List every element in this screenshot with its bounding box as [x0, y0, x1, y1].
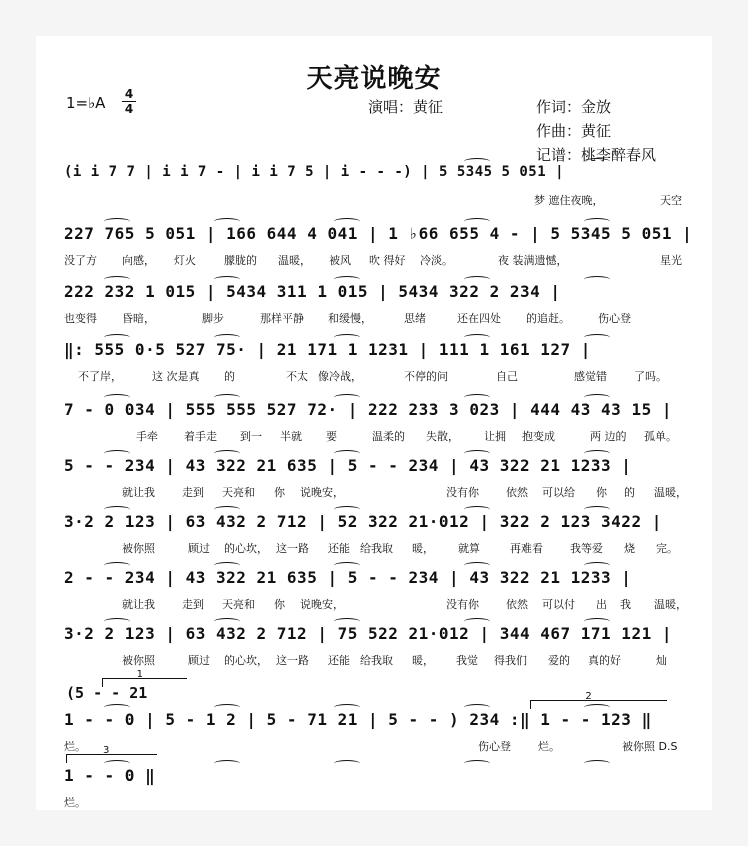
lyric-word: 灯火 — [174, 254, 196, 267]
row-lyrics — [64, 794, 704, 810]
slur-mark — [334, 760, 360, 767]
slur-mark — [584, 506, 610, 513]
slur-mark — [214, 760, 240, 767]
lyric-word: 爱的 — [548, 654, 570, 667]
lyric-word: 冷淡。 — [420, 254, 453, 267]
lyric-word: 伤心登 — [478, 740, 511, 753]
time-signature — [122, 88, 136, 115]
lyric-word: 还能 — [328, 542, 350, 555]
lyric-word: 我 — [620, 598, 631, 611]
slur-mark — [464, 276, 490, 283]
lyric-word: 温暖， — [654, 486, 687, 499]
slur-mark — [584, 334, 610, 341]
slur-mark — [464, 158, 490, 165]
volta-1-bracket — [102, 669, 187, 687]
slur-mark — [464, 760, 490, 767]
lyric-word: 你 — [596, 486, 607, 499]
slur-mark — [104, 218, 130, 225]
lyric-word: 伤心登 — [598, 312, 631, 325]
lyric-word: 像冷战， — [318, 370, 362, 383]
lyric-word: 给我取 — [360, 542, 393, 555]
row-lyrics — [64, 738, 704, 754]
lyric-word: 被你照 — [122, 542, 155, 555]
slur-mark — [584, 218, 610, 225]
lyric-word: 真的好 — [588, 654, 621, 667]
slur-mark — [104, 506, 130, 513]
lyric-word: 我觉 — [456, 654, 478, 667]
row-lyrics — [64, 484, 704, 500]
singer-credit: 演唱：黄征 — [368, 98, 444, 116]
lyric-word: 就让我 — [122, 486, 155, 499]
lyric-word: 被风 — [329, 254, 351, 267]
lyric-word: 给我取 — [360, 654, 393, 667]
row-notes: 227 765 5 051 | 166 644 4 041 | 1 ♭66 655 4 - | 5 5345 5 051 | — [64, 224, 693, 243]
lyric-word: 再难看 — [510, 542, 543, 555]
lyric-word: 不停的问 — [404, 370, 448, 383]
lyric-word: 不了岸， — [78, 370, 122, 383]
lyric-word: 抱变成 — [522, 430, 555, 443]
lyric-word: 灿 — [656, 654, 667, 667]
volta-3-label: 3 — [103, 745, 110, 756]
lyric-word: 可以付 — [542, 598, 575, 611]
slur-mark — [464, 506, 490, 513]
lyric-word: 这一路 — [276, 542, 309, 555]
lyric-word: 还在四处 — [457, 312, 501, 325]
lyric-word: 脚步 — [202, 312, 224, 325]
row-lyrics — [64, 192, 704, 208]
slur-mark — [334, 218, 360, 225]
lyric-word: 没有你 — [446, 486, 479, 499]
meter-bottom: 4 — [124, 102, 134, 116]
slur-mark — [214, 704, 240, 711]
lyric-word: 就算 — [458, 542, 480, 555]
lyric-word: 温柔的 — [372, 430, 405, 443]
row-lyrics — [64, 652, 704, 668]
slur-mark — [584, 450, 610, 457]
lyric-word: 说晚安， — [300, 486, 344, 499]
row-notes: 3·2 2 123 | 63 432 2 712 | 75 522 21·012 | 344 467 171 121 | — [64, 624, 672, 643]
composer-credit: 作曲：黄征 — [536, 122, 612, 140]
slur-mark — [334, 334, 360, 341]
slur-mark — [334, 618, 360, 625]
lyric-word: 的心坎， — [224, 542, 268, 555]
lyric-word: 温暖， — [278, 254, 311, 267]
lyric-word: 让拥 — [484, 430, 506, 443]
lyric-word: 顾过 — [188, 654, 210, 667]
lyric-word: 那样平静 — [260, 312, 304, 325]
slur-mark — [214, 334, 240, 341]
slur-mark — [334, 704, 360, 711]
slur-mark — [214, 562, 240, 569]
slur-mark — [214, 618, 240, 625]
slur-mark — [334, 562, 360, 569]
slur-mark — [334, 450, 360, 457]
lyric-word: 还能 — [328, 654, 350, 667]
lyric-word: 就让我 — [122, 598, 155, 611]
row-notes: 222 232 1 015 | 5434 311 1 015 | 5434 322 2 234 | — [64, 282, 561, 301]
lyric-word: 被你照 D.S — [622, 740, 678, 753]
slur-mark — [104, 704, 130, 711]
volta-1-label: 1 — [136, 669, 143, 680]
row-lyrics — [64, 310, 704, 326]
slur-mark — [464, 218, 490, 225]
lyric-word: 这 次是真 — [152, 370, 200, 383]
slur-mark — [464, 618, 490, 625]
row-lyrics — [64, 428, 704, 444]
row-notes: 1 - - 0 ‖ — [64, 766, 156, 785]
lyric-word: 失散， — [426, 430, 459, 443]
lyric-word: 感觉错 — [574, 370, 607, 383]
lyric-word: 梦 遮住夜晚， — [534, 194, 604, 207]
slur-mark — [214, 394, 240, 401]
slur-mark — [584, 276, 610, 283]
lyric-word: 孤单。 — [644, 430, 677, 443]
row-lyrics — [64, 540, 704, 556]
slur-mark — [584, 618, 610, 625]
lyric-word: 暖， — [412, 654, 434, 667]
key-signature: 1=♭A — [66, 94, 106, 112]
lyric-word: 两 边的 — [590, 430, 627, 443]
row-notes: (i i 7 7 | i i 7 - | i i 7 5 | i - - -) | 5 5345 5 051 | — [64, 164, 565, 180]
row-notes: 5 - - 234 | 43 322 21 635 | 5 - - 234 | 43 322 21 1233 | — [64, 456, 632, 475]
slur-mark — [214, 218, 240, 225]
lyric-word: 天亮和 — [222, 598, 255, 611]
slur-mark — [334, 276, 360, 283]
slur-mark — [214, 506, 240, 513]
lyric-word: 走到 — [182, 486, 204, 499]
row-lyrics — [64, 252, 704, 268]
lyric-word: 暖， — [412, 542, 434, 555]
lyric-word: 和缓慢， — [328, 312, 372, 325]
lyric-word: 手牵 — [136, 430, 158, 443]
lyric-word: 要 — [326, 430, 337, 443]
lyric-word: 不太 — [286, 370, 308, 383]
lyric-word: 我等爱 — [570, 542, 603, 555]
volta-2-label: 2 — [585, 691, 592, 702]
lyric-word: 烂。 — [64, 796, 86, 809]
lyric-word: 没了方 — [64, 254, 97, 267]
lyricist-credit: 作词：金放 — [536, 98, 612, 116]
slur-mark — [464, 704, 490, 711]
lyric-word: 天亮和 — [222, 486, 255, 499]
slur-mark — [214, 276, 240, 283]
song-title: 天亮说晚安 — [306, 64, 442, 94]
row-notes: 3·2 2 123 | 63 432 2 712 | 52 322 21·012 | 322 2 123 3422 | — [64, 512, 662, 531]
transcriber-credit: 记谱：桃李醉春风 — [536, 146, 657, 164]
slur-mark — [464, 562, 490, 569]
slur-mark — [104, 562, 130, 569]
slur-mark — [104, 618, 130, 625]
slur-mark — [464, 334, 490, 341]
lyric-word: 着手走 — [184, 430, 217, 443]
lyric-word: 烂。 — [538, 740, 560, 753]
lyric-word: 思绪 — [404, 312, 426, 325]
lyric-word: 你 — [274, 486, 285, 499]
lyric-word: 你 — [274, 598, 285, 611]
slur-mark — [584, 760, 610, 767]
lyric-word: 顾过 — [188, 542, 210, 555]
lyric-word: 的追赶。 — [526, 312, 570, 325]
lyric-word: 完。 — [656, 542, 678, 555]
slur-mark — [104, 276, 130, 283]
row-notes: 2 - - 234 | 43 322 21 635 | 5 - - 234 | 43 322 21 1233 | — [64, 568, 632, 587]
lyric-word: 了吗。 — [634, 370, 667, 383]
lyric-word: 的 — [624, 486, 635, 499]
slur-mark — [584, 562, 610, 569]
meter-top: 4 — [124, 87, 134, 101]
volta-3-bracket — [66, 745, 157, 763]
lyric-word: 到一 — [240, 430, 262, 443]
lyric-word: 朦胧的 — [224, 254, 257, 267]
lyric-word: 没有你 — [446, 598, 479, 611]
lyric-word: 说晚安， — [300, 598, 344, 611]
lyric-word: 走到 — [182, 598, 204, 611]
lyric-word: 的心坎， — [224, 654, 268, 667]
volta-2-bracket — [530, 691, 667, 709]
lyric-word: 出 — [596, 598, 607, 611]
slur-mark — [214, 450, 240, 457]
lyric-word: 也变得 — [64, 312, 97, 325]
lyric-word: 昏暗， — [122, 312, 155, 325]
lyric-word: 可以给 — [542, 486, 575, 499]
lyric-word: 自己 — [496, 370, 518, 383]
lyric-word: 温暖， — [654, 598, 687, 611]
lyric-word: 依然 — [506, 486, 528, 499]
lyric-word: 吹 得好 — [369, 254, 406, 267]
row-notes: ‖: 555 0·5 527 75· | 21 171 1 1231 | 111 1 161 127 | — [64, 340, 591, 359]
row-lyrics — [64, 368, 704, 384]
score-sheet — [36, 36, 712, 810]
slur-mark — [464, 394, 490, 401]
lyric-word: 这一路 — [276, 654, 309, 667]
lyric-word: 天空 — [660, 194, 682, 207]
lyric-word: 半就 — [280, 430, 302, 443]
lyric-word: 夜 装满遗憾， — [498, 254, 568, 267]
row-notes: 1 - - 0 | 5 - 1 2 | 5 - 71 21 | 5 - - ) 234 :‖ 1 - - 123 ‖ — [64, 710, 652, 729]
lyric-word: 得我们 — [494, 654, 527, 667]
alt-phrase: (5 - - 21 — [66, 684, 148, 702]
slur-mark — [334, 506, 360, 513]
slur-mark — [104, 450, 130, 457]
slur-mark — [584, 158, 610, 165]
lyric-word: 被你照 — [122, 654, 155, 667]
slur-mark — [464, 450, 490, 457]
slur-mark — [334, 394, 360, 401]
row-notes: 7 - 0 034 | 555 555 527 72· | 222 233 3 023 | 444 43 43 15 | — [64, 400, 672, 419]
lyric-word: 烧 — [624, 542, 635, 555]
lyric-word: 星光 — [660, 254, 682, 267]
slur-mark — [104, 394, 130, 401]
lyric-word: 依然 — [506, 598, 528, 611]
lyric-word: 的 — [224, 370, 235, 383]
row-lyrics — [64, 596, 704, 612]
slur-mark — [104, 334, 130, 341]
lyric-word: 烂。 — [64, 740, 86, 753]
lyric-word: 向感， — [122, 254, 155, 267]
slur-mark — [584, 394, 610, 401]
